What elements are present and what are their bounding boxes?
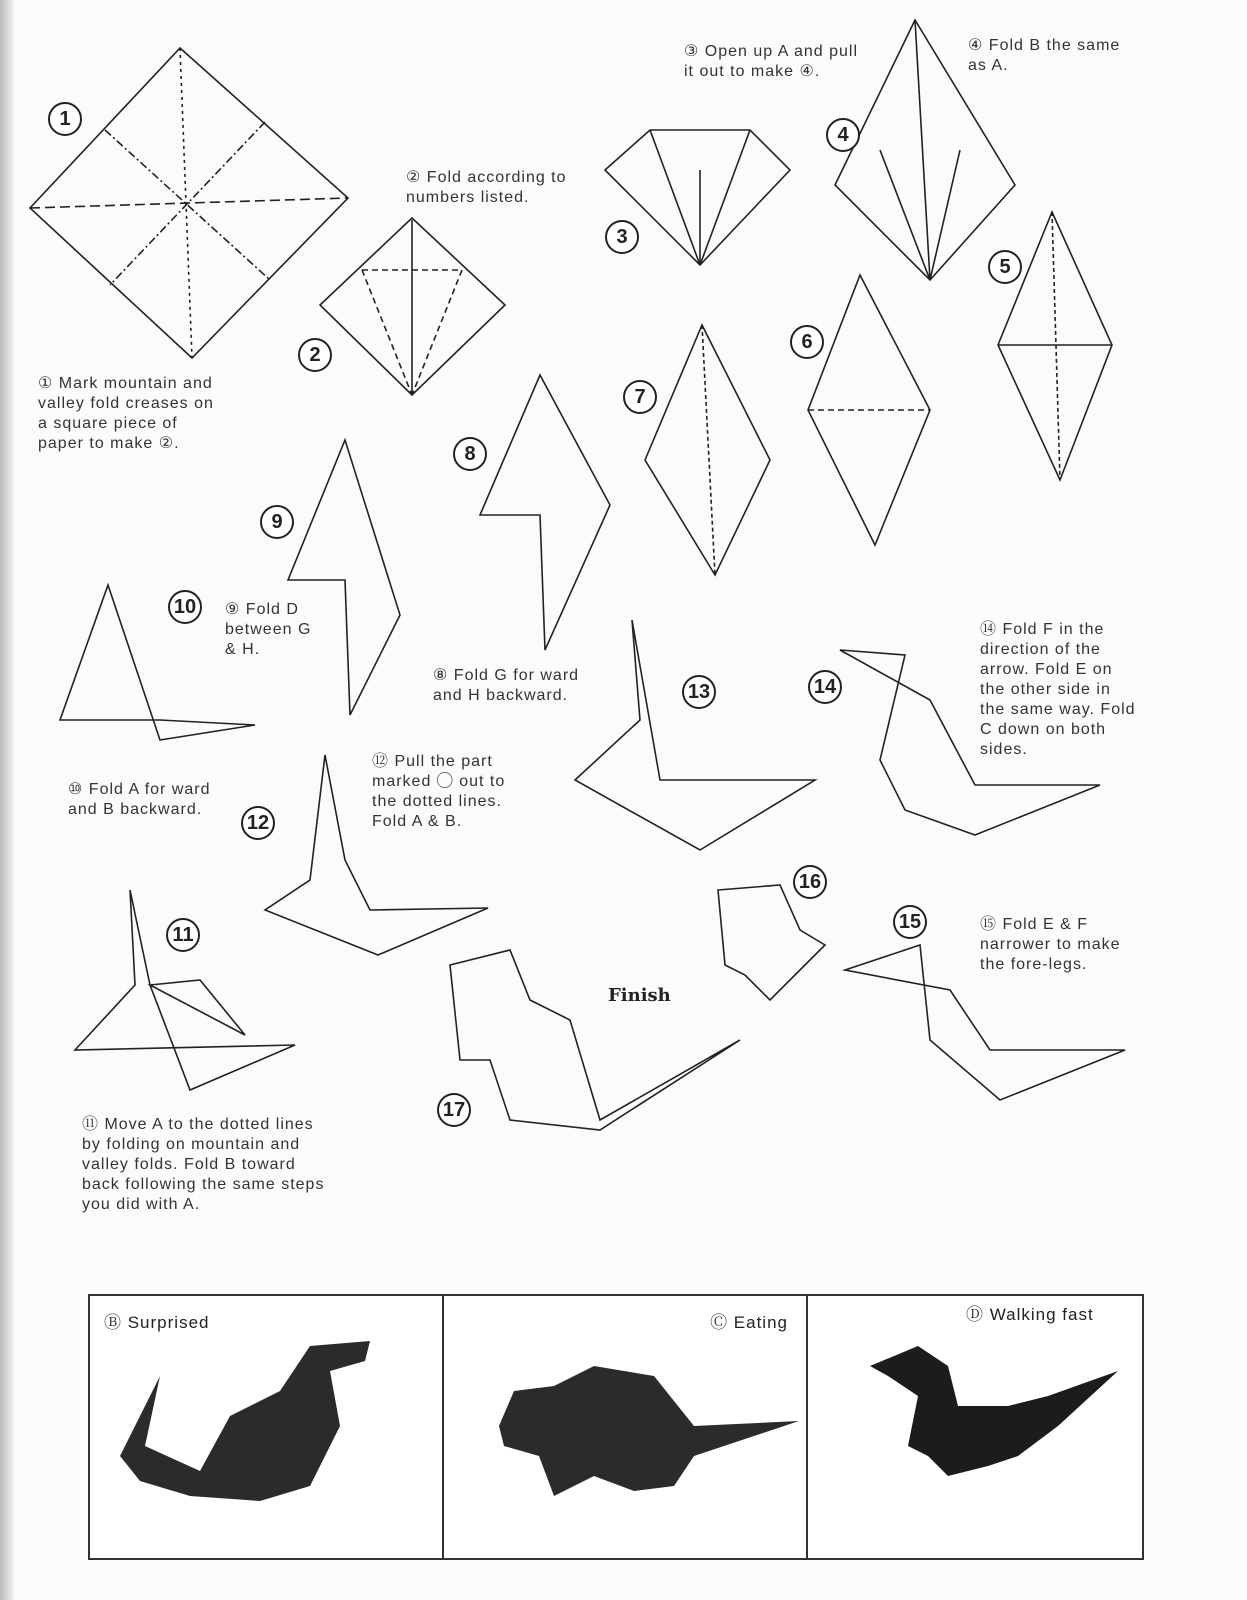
diagram-step-8 [480,375,610,650]
dinosaur-photo-eating [444,1296,806,1558]
photo-walking-fast [806,1294,1144,1560]
dinosaur-photo-surprised [90,1296,442,1558]
photo-eating [442,1294,808,1560]
photo-surprised [88,1294,444,1560]
step-number-3: 3 [605,220,639,254]
step-8-caption: ⑧ Fold G for ward and H backward. [433,667,580,704]
diagram-step-1 [30,48,348,358]
step-number-12: 12 [241,806,275,840]
step-number-7: 7 [623,380,657,414]
step-number-5: 5 [988,250,1022,284]
step-12-caption: ⑫ Pull the part marked ◯ out to the dotted lines. Fold A & B. [372,753,506,830]
photo-title: Ⓑ Surprised [104,1313,210,1332]
diagram-step-7 [645,325,770,575]
step-4-caption: ④ Fold B the same as A. [968,37,1121,74]
step-9-caption: ⑨ Fold D between G & H. [225,601,312,658]
diagram-step-16 [718,885,825,1000]
step-10-caption: ⑩ Fold A for ward and B backward. [68,781,211,818]
step-15-caption: ⑮ Fold E & F narrower to make the fore-legs. [980,916,1121,973]
step-number-10: 10 [168,590,202,624]
step-number-9: 9 [260,505,294,539]
step-number-1: 1 [48,102,82,136]
photo-title: Ⓓ Walking fast [966,1305,1094,1324]
diagram-step-5 [998,212,1112,480]
diagram-step-6 [808,275,930,545]
step-number-14: 14 [808,670,842,704]
step-number-15: 15 [893,905,927,939]
step-1-caption: ① Mark mountain and valley fold creases on a square piece of paper to make ②. [38,375,214,452]
dinosaur-photo-walking-fast [808,1296,1142,1558]
diagram-step-17 [450,950,740,1130]
step-number-11: 11 [166,918,200,952]
step-number-4: 4 [826,118,860,152]
step-3-caption: ③ Open up A and pull it out to make ④. [684,43,859,80]
diagram-step-13 [575,620,815,850]
step-11-caption: ⑪ Move A to the dotted lines by folding on mountain and valley folds. Fold B toward back following the same steps you did with A. [82,1116,325,1213]
step-number-8: 8 [453,437,487,471]
step-number-13: 13 [682,675,716,709]
finish-label: Finish [608,985,671,1006]
step-number-17: 17 [437,1093,471,1127]
step-number-6: 6 [790,325,824,359]
photo-title: Ⓒ Eating [710,1313,788,1332]
step-14-caption: ⑭ Fold F in the direction of the arrow. Fold E on the other side in the same way. Fold C down on both sides. [980,621,1136,758]
step-2-caption: ② Fold according to numbers listed. [406,169,567,206]
step-number-16: 16 [793,865,827,899]
diagram-step-9 [288,440,400,715]
diagram-step-2 [320,218,505,395]
step-number-2: 2 [298,338,332,372]
